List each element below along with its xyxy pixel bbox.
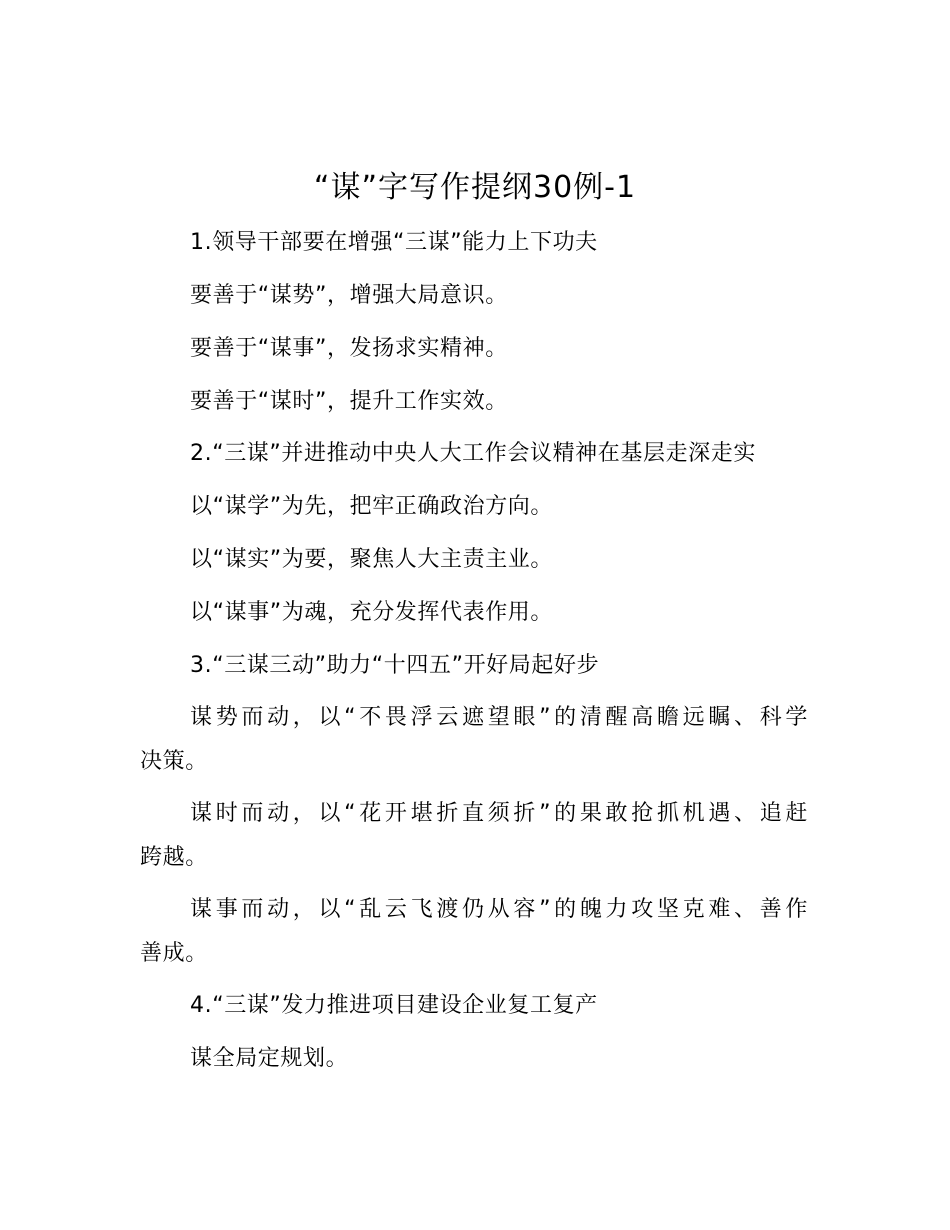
heading-2: 2.“三谋”并进推动中央人大工作会议精神在基层走深走实 <box>190 441 756 466</box>
heading-4: 4.“三谋”发力推进项目建设企业复工复产 <box>190 993 598 1018</box>
paragraph-line: 谋势而动，以“不畏浮云遮望眼”的清醒高瞻远瞩、科学 <box>190 705 808 730</box>
paragraph-line: 以“谋事”为魂，充分发挥代表作用。 <box>190 600 553 625</box>
paragraph-line-continued: 善成。 <box>140 941 208 966</box>
paragraph-line-continued: 决策。 <box>140 749 208 774</box>
paragraph-line: 谋全局定规划。 <box>190 1046 349 1071</box>
paragraph-line: 以“谋实”为要，聚焦人大主责主业。 <box>190 547 553 572</box>
paragraph-line-continued: 跨越。 <box>140 845 208 870</box>
document-title: “谋”字写作提纲30例-1 <box>313 170 637 205</box>
heading-1: 1.领导干部要在增强“三谋”能力上下功夫 <box>190 230 598 255</box>
paragraph-line: 要善于“谋事”，发扬求实精神。 <box>190 336 508 361</box>
paragraph-line: 要善于“谋势”，增强大局意识。 <box>190 283 508 308</box>
heading-3: 3.“三谋三动”助力“十四五”开好局起好步 <box>190 653 600 678</box>
paragraph-line: 以“谋学”为先，把牢正确政治方向。 <box>190 494 553 519</box>
paragraph-line: 谋事而动，以“乱云飞渡仍从容”的魄力攻坚克难、善作 <box>190 897 808 922</box>
paragraph-line: 谋时而动，以“花开堪折直须折”的果敢抢抓机遇、追赶 <box>190 801 808 826</box>
paragraph-line: 要善于“谋时”，提升工作实效。 <box>190 389 508 414</box>
